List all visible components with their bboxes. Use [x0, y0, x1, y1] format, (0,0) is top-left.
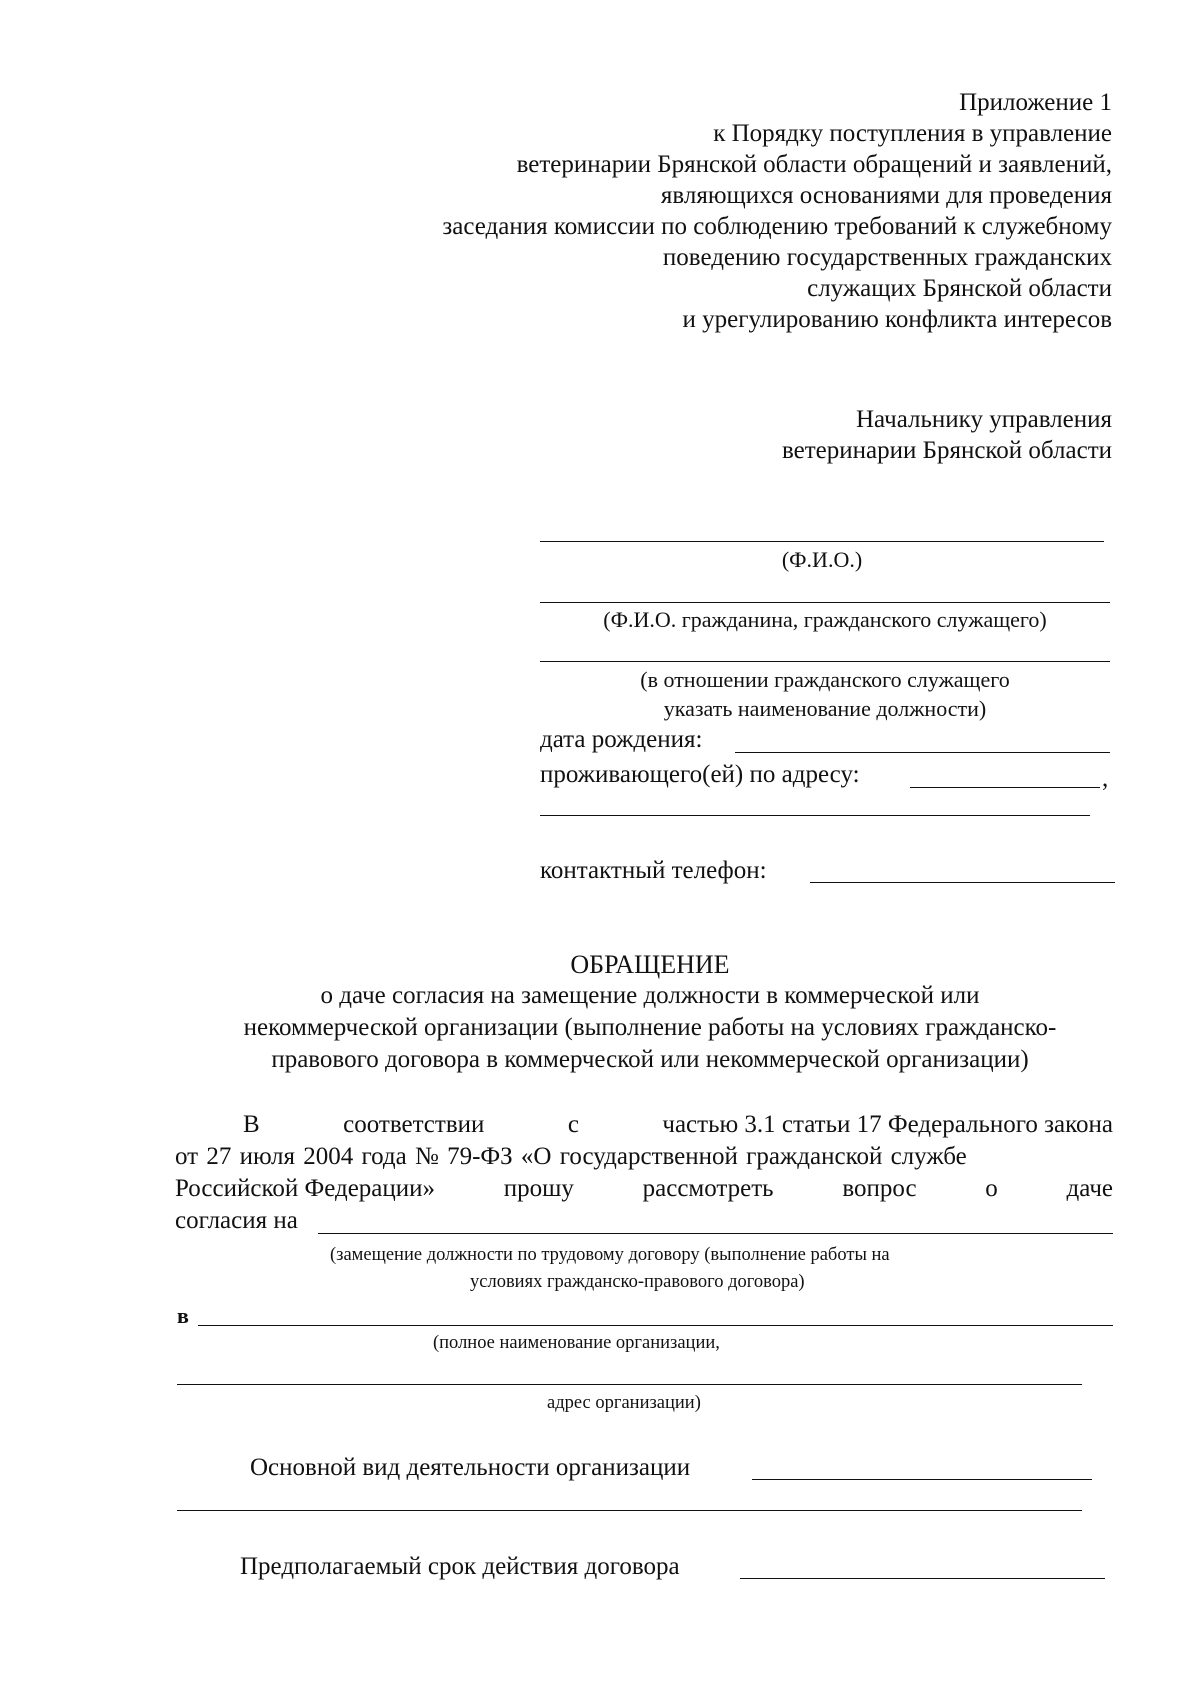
body-line-2: от 27 июля 2004 года № 79-ФЗ «О государственной гражданской службе: [175, 1143, 967, 1170]
org-address-hint: адрес организации): [547, 1393, 701, 1413]
subtitle-line-2: некоммерческой организации (выполнение работы на условиях гражданско-: [243, 1014, 1057, 1041]
body-line-3-word-4: вопрос: [842, 1175, 917, 1202]
body-line-3-word-6: даче: [1066, 1175, 1113, 1202]
appendix-line-6: поведению государственных гражданских: [662, 244, 1112, 271]
subtitle-line-3: правового договора в коммерческой или некоммерческой организации): [271, 1046, 1029, 1073]
consent-blank-line[interactable]: [318, 1233, 1113, 1234]
birth-date-blank-line[interactable]: [735, 752, 1110, 753]
appendix-line-1: Приложение 1: [959, 89, 1112, 116]
appendix-line-2: к Порядку поступления в управление: [713, 120, 1112, 147]
body-line-1-word-3: с: [567, 1111, 579, 1138]
appendix-line-7: служащих Брянской области: [807, 275, 1112, 302]
fio-blank-line[interactable]: [540, 541, 1104, 542]
body-line-3-word-1: Российской Федерации»: [175, 1175, 436, 1202]
appendix-line-8: и урегулированию конфликта интересов: [682, 306, 1112, 333]
fio-hint: (Ф.И.О.): [781, 547, 863, 572]
body-line-3: [175, 1176, 1113, 1201]
subtitle-line-1: о даче согласия на замещение должности в коммерческой или: [320, 982, 980, 1009]
appendix-line-5: заседания комиссии по соблюдению требований к служебному: [442, 213, 1112, 240]
appendix-line-3: ветеринарии Брянской области обращений и заявлений,: [516, 151, 1112, 178]
phone-blank-line[interactable]: [810, 882, 1115, 883]
addressee-line-2: ветеринарии Брянской области: [781, 437, 1112, 464]
phone-label: контактный телефон:: [540, 857, 767, 884]
org-name-blank-line[interactable]: [198, 1325, 1113, 1326]
body-line-3-word-5: о: [985, 1175, 998, 1202]
org-name-hint: (полное наименование организации,: [433, 1333, 720, 1353]
activity-blank-line[interactable]: [752, 1479, 1092, 1480]
position-hint-2: указать наименование должности): [663, 696, 987, 721]
term-blank-line[interactable]: [740, 1578, 1105, 1579]
address-label: проживающего(ей) по адресу:: [540, 761, 860, 788]
document-title: ОБРАЩЕНИЕ: [570, 950, 730, 979]
consent-hint-2: условиях гражданско-правового договора): [470, 1272, 805, 1292]
activity-second-blank-line[interactable]: [177, 1510, 1082, 1511]
body-line-3-word-2: прошу: [503, 1175, 574, 1202]
address-comma: ,: [1102, 765, 1109, 792]
consent-hint-1: (замещение должности по трудовому договору (выполнение работы на: [330, 1245, 890, 1265]
body-line-3-word-3: рассмотреть: [642, 1175, 774, 1202]
address-second-blank-line[interactable]: [540, 815, 1090, 816]
appendix-line-4: являющихся основаниями для проведения: [660, 182, 1112, 209]
citizen-fio-hint: (Ф.И.О. гражданина, гражданского служащего): [603, 607, 1047, 632]
body-line-1: [243, 1112, 1113, 1137]
addressee-line-1: Начальнику управления: [856, 406, 1112, 433]
position-hint-1: (в отношении гражданского служащего: [640, 667, 1010, 692]
body-line-1-word-1: В: [243, 1111, 260, 1138]
body-line-1-word-4: частью 3.1 статьи 17 Федерального закона: [662, 1111, 1113, 1138]
address-blank-line[interactable]: [910, 787, 1100, 788]
term-label: Предполагаемый срок действия договора: [240, 1553, 680, 1580]
org-prefix: в: [177, 1303, 189, 1328]
org-address-blank-line[interactable]: [177, 1384, 1082, 1385]
citizen-fio-blank-line[interactable]: [540, 602, 1110, 603]
position-blank-line[interactable]: [540, 661, 1110, 662]
body-line-1-word-2: соответствии: [343, 1111, 485, 1138]
birth-date-label: дата рождения:: [540, 726, 703, 753]
consent-label: согласия на: [175, 1207, 298, 1234]
activity-label: Основной вид деятельности организации: [250, 1454, 691, 1481]
